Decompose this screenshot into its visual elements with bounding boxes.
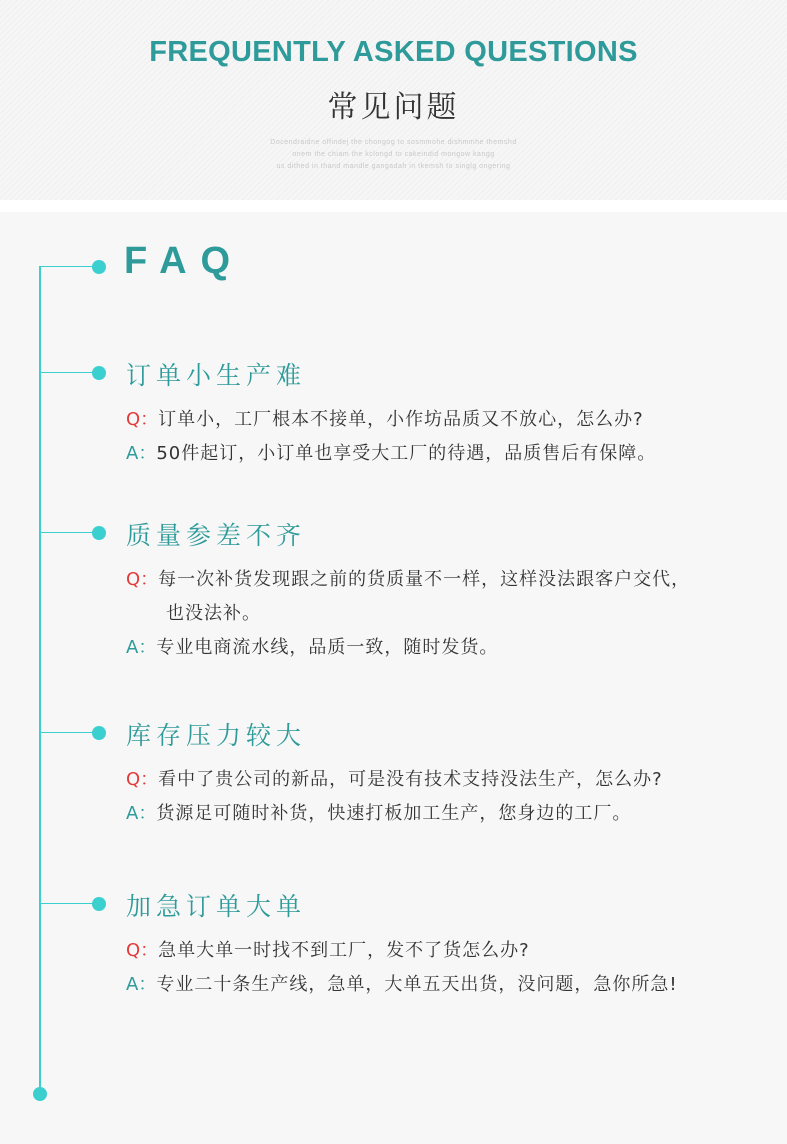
decorative-text-line: onem the chiam the kclongd to cakeindid mongow kangg <box>292 151 495 158</box>
answer-line <box>126 797 631 831</box>
timeline-connector <box>40 903 96 904</box>
question-line <box>126 563 690 597</box>
timeline-end-dot <box>33 1087 47 1101</box>
answer-line <box>126 631 498 665</box>
question-text: 每一次补货发现跟之前的货质量不一样，这样没法跟客户交代， <box>158 569 691 590</box>
question-text: 也没法补。 <box>166 603 261 624</box>
section-title: 库存压力较大 <box>126 721 307 750</box>
question-line <box>126 403 644 437</box>
timeline-dot <box>92 726 106 740</box>
section-title: 加急订单大单 <box>126 892 307 921</box>
answer-line <box>126 437 656 471</box>
page-title-en: FREQUENTLY ASKED QUESTIONS <box>149 36 638 68</box>
a-label: A： <box>126 443 157 464</box>
timeline-dot <box>92 366 106 380</box>
timeline-connector <box>40 532 96 533</box>
timeline-dot <box>92 897 106 911</box>
answer-text: 货源足可随时补货，快速打板加工生产，您身边的工厂。 <box>156 803 632 824</box>
timeline-connector <box>40 372 96 373</box>
timeline-line <box>39 266 41 1094</box>
q-label: Q： <box>126 409 159 430</box>
faq-panel <box>0 212 787 1144</box>
header-banner <box>0 0 787 200</box>
answer-text: 专业电商流水线，品质一致，随时发货。 <box>156 637 499 658</box>
timeline-connector <box>40 266 96 267</box>
faq-heading: FAQ <box>124 240 245 282</box>
decorative-text-line: us dithed in thand mandle gangadah in tkemsh to singlg ongering <box>276 163 511 170</box>
q-label: Q： <box>126 569 159 590</box>
answer-text: 专业二十条生产线，急单，大单五天出货，没问题，急你所急! <box>156 974 678 995</box>
q-label: Q： <box>126 769 159 790</box>
a-label: A： <box>126 637 157 658</box>
answer-text: 50件起订，小订单也享受大工厂的待遇，品质售后有保障。 <box>156 443 657 464</box>
decorative-text-line: Docendraidne offindej the chongog to sosmmohe dishmmhe themshd <box>270 139 517 146</box>
question-text: 急单大单一时找不到工厂，发不了货怎么办? <box>158 940 530 961</box>
question-line <box>126 934 530 968</box>
answer-line <box>126 968 678 1002</box>
page-title-cn: 常见问题 <box>327 90 460 125</box>
a-label: A： <box>126 803 157 824</box>
question-text: 看中了贵公司的新品，可是没有技术支持没法生产，怎么办? <box>158 769 663 790</box>
timeline-dot <box>92 526 106 540</box>
question-line <box>126 763 663 797</box>
question-line-cont <box>126 597 261 631</box>
q-label: Q： <box>126 940 159 961</box>
a-label: A： <box>126 974 157 995</box>
section-title: 质量参差不齐 <box>126 521 307 550</box>
timeline-connector <box>40 732 96 733</box>
timeline-dot <box>92 260 106 274</box>
question-text: 订单小，工厂根本不接单，小作坊品质又不放心，怎么办? <box>158 409 644 430</box>
section-title: 订单小生产难 <box>126 361 307 390</box>
